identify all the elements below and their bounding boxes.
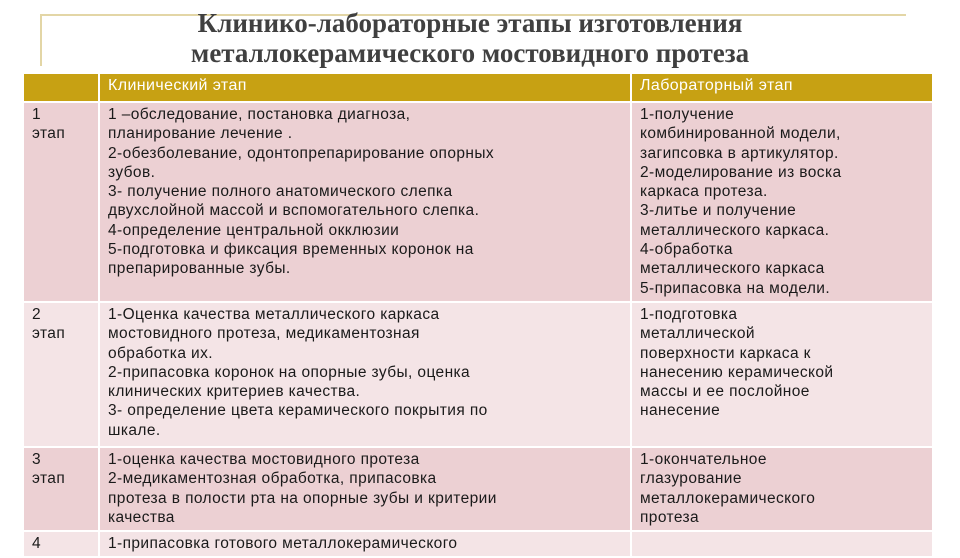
stages-table <box>22 72 934 558</box>
stage-cell-line: 4 <box>32 535 42 553</box>
lab-cell-line: 1-окончательное <box>640 451 767 468</box>
clinical-cell-line: обработка их. <box>108 344 213 362</box>
lab-cell-line: 1-получение <box>640 106 735 123</box>
clinical-cell-line: 3- определение цвета керамического покрытия по <box>108 402 488 420</box>
clinical-cell-line: протеза в полости рта на опорные зубы и критерии <box>108 489 497 507</box>
clinical-cell-line: 1 –обследование, постановка диагноза, <box>108 106 411 123</box>
lab-cell-line: глазурование <box>640 470 742 488</box>
lab-cell <box>631 447 933 531</box>
clinical-cell <box>99 531 631 557</box>
lab-cell <box>631 302 933 447</box>
table-body <box>23 102 933 557</box>
lab-cell-line: протеза <box>640 508 700 526</box>
lab-cell-line: поверхности каркаса к <box>640 344 811 362</box>
clinical-cell-line: 2-медикаментозная обработка, припасовка <box>108 470 437 488</box>
clinical-cell-line: препарированные зубы. <box>108 260 291 278</box>
slide-title-line-2: металлокерамического мостовидного протеза <box>190 38 750 68</box>
lab-cell-line: нанесению керамической <box>640 363 834 381</box>
clinical-cell-line: 1-Оценка качества металлического каркаса <box>108 306 440 323</box>
clinical-cell-line: 4-определение центральной окклюзии <box>108 221 400 239</box>
stage-cell-line: этап <box>32 125 66 143</box>
lab-cell-line: нанесение <box>640 402 721 420</box>
lab-cell-line: металлокерамического <box>640 489 816 507</box>
lab-cell-line: комбинированной модели, <box>640 125 841 143</box>
stage-cell-line: этап <box>32 325 66 343</box>
lab-cell-line: массы и ее послойное <box>640 383 810 401</box>
slide-title <box>50 8 890 68</box>
stage-cell-line: этап <box>32 470 66 488</box>
table-row <box>23 102 933 302</box>
table-row <box>23 447 933 531</box>
clinical-cell-line: 1-оценка качества мостовидного протеза <box>108 451 420 468</box>
clinical-cell <box>99 447 631 531</box>
lab-cell-line: 3-литье и получение <box>640 202 797 220</box>
lab-cell-line: 2-моделирование из воска <box>640 163 842 181</box>
stage-cell <box>23 302 99 447</box>
clinical-cell-line: качества <box>108 508 175 526</box>
stage-cell <box>23 447 99 531</box>
clinical-cell-line: 5-подготовка и фиксация временных коронок на <box>108 241 474 259</box>
table-row <box>23 531 933 557</box>
clinical-cell-line: двухслойной массой и вспомогательного слепка. <box>108 202 480 220</box>
clinical-cell-line: 1-припасовка готового металлокерамического <box>108 535 458 553</box>
lab-cell-line: каркаса протеза. <box>640 183 768 201</box>
title-frame-left <box>40 14 42 66</box>
clinical-cell-line: клинических критериев качества. <box>108 383 361 401</box>
stage-cell-line: 1 <box>32 106 42 123</box>
clinical-cell-line: 2-обезболевание, одонтопрепарирование опорных <box>108 144 495 162</box>
clinical-cell-line: мостовидного протеза, медикаментозная <box>108 325 420 343</box>
clinical-cell <box>99 302 631 447</box>
clinical-cell-line: 2-припасовка коронок на опорные зубы, оценка <box>108 363 471 381</box>
lab-cell-line: 4-обработка <box>640 241 733 259</box>
lab-cell-line: загипсовка в артикулятор. <box>640 144 839 162</box>
table-row <box>23 302 933 447</box>
clinical-cell-line: зубов. <box>108 163 156 181</box>
stage-cell <box>23 531 99 557</box>
header-clinical: Клинический этап <box>99 73 631 102</box>
lab-cell <box>631 531 933 557</box>
clinical-cell <box>99 102 631 302</box>
header-lab: Лабораторный этап <box>631 73 933 102</box>
stage-cell-line: 2 <box>32 306 42 323</box>
stage-cell <box>23 102 99 302</box>
stage-cell-line: 3 <box>32 451 42 468</box>
slide-title-line-1: Клинико-лабораторные этапы изготовления <box>197 8 743 38</box>
lab-cell-line: 1-подготовка <box>640 306 738 323</box>
clinical-cell-line: планирование лечение . <box>108 125 293 143</box>
table-header-row <box>23 73 933 102</box>
lab-cell-line: металлического каркаса. <box>640 221 830 239</box>
lab-cell <box>631 102 933 302</box>
lab-cell-line: металлической <box>640 325 755 343</box>
header-stage <box>23 73 99 102</box>
lab-cell-line: 5-припасовка на модели. <box>640 279 831 297</box>
clinical-cell-line: 3- получение полного анатомического слепка <box>108 183 453 201</box>
clinical-cell-line: шкале. <box>108 421 161 439</box>
lab-cell-line: металлического каркаса <box>640 260 825 278</box>
